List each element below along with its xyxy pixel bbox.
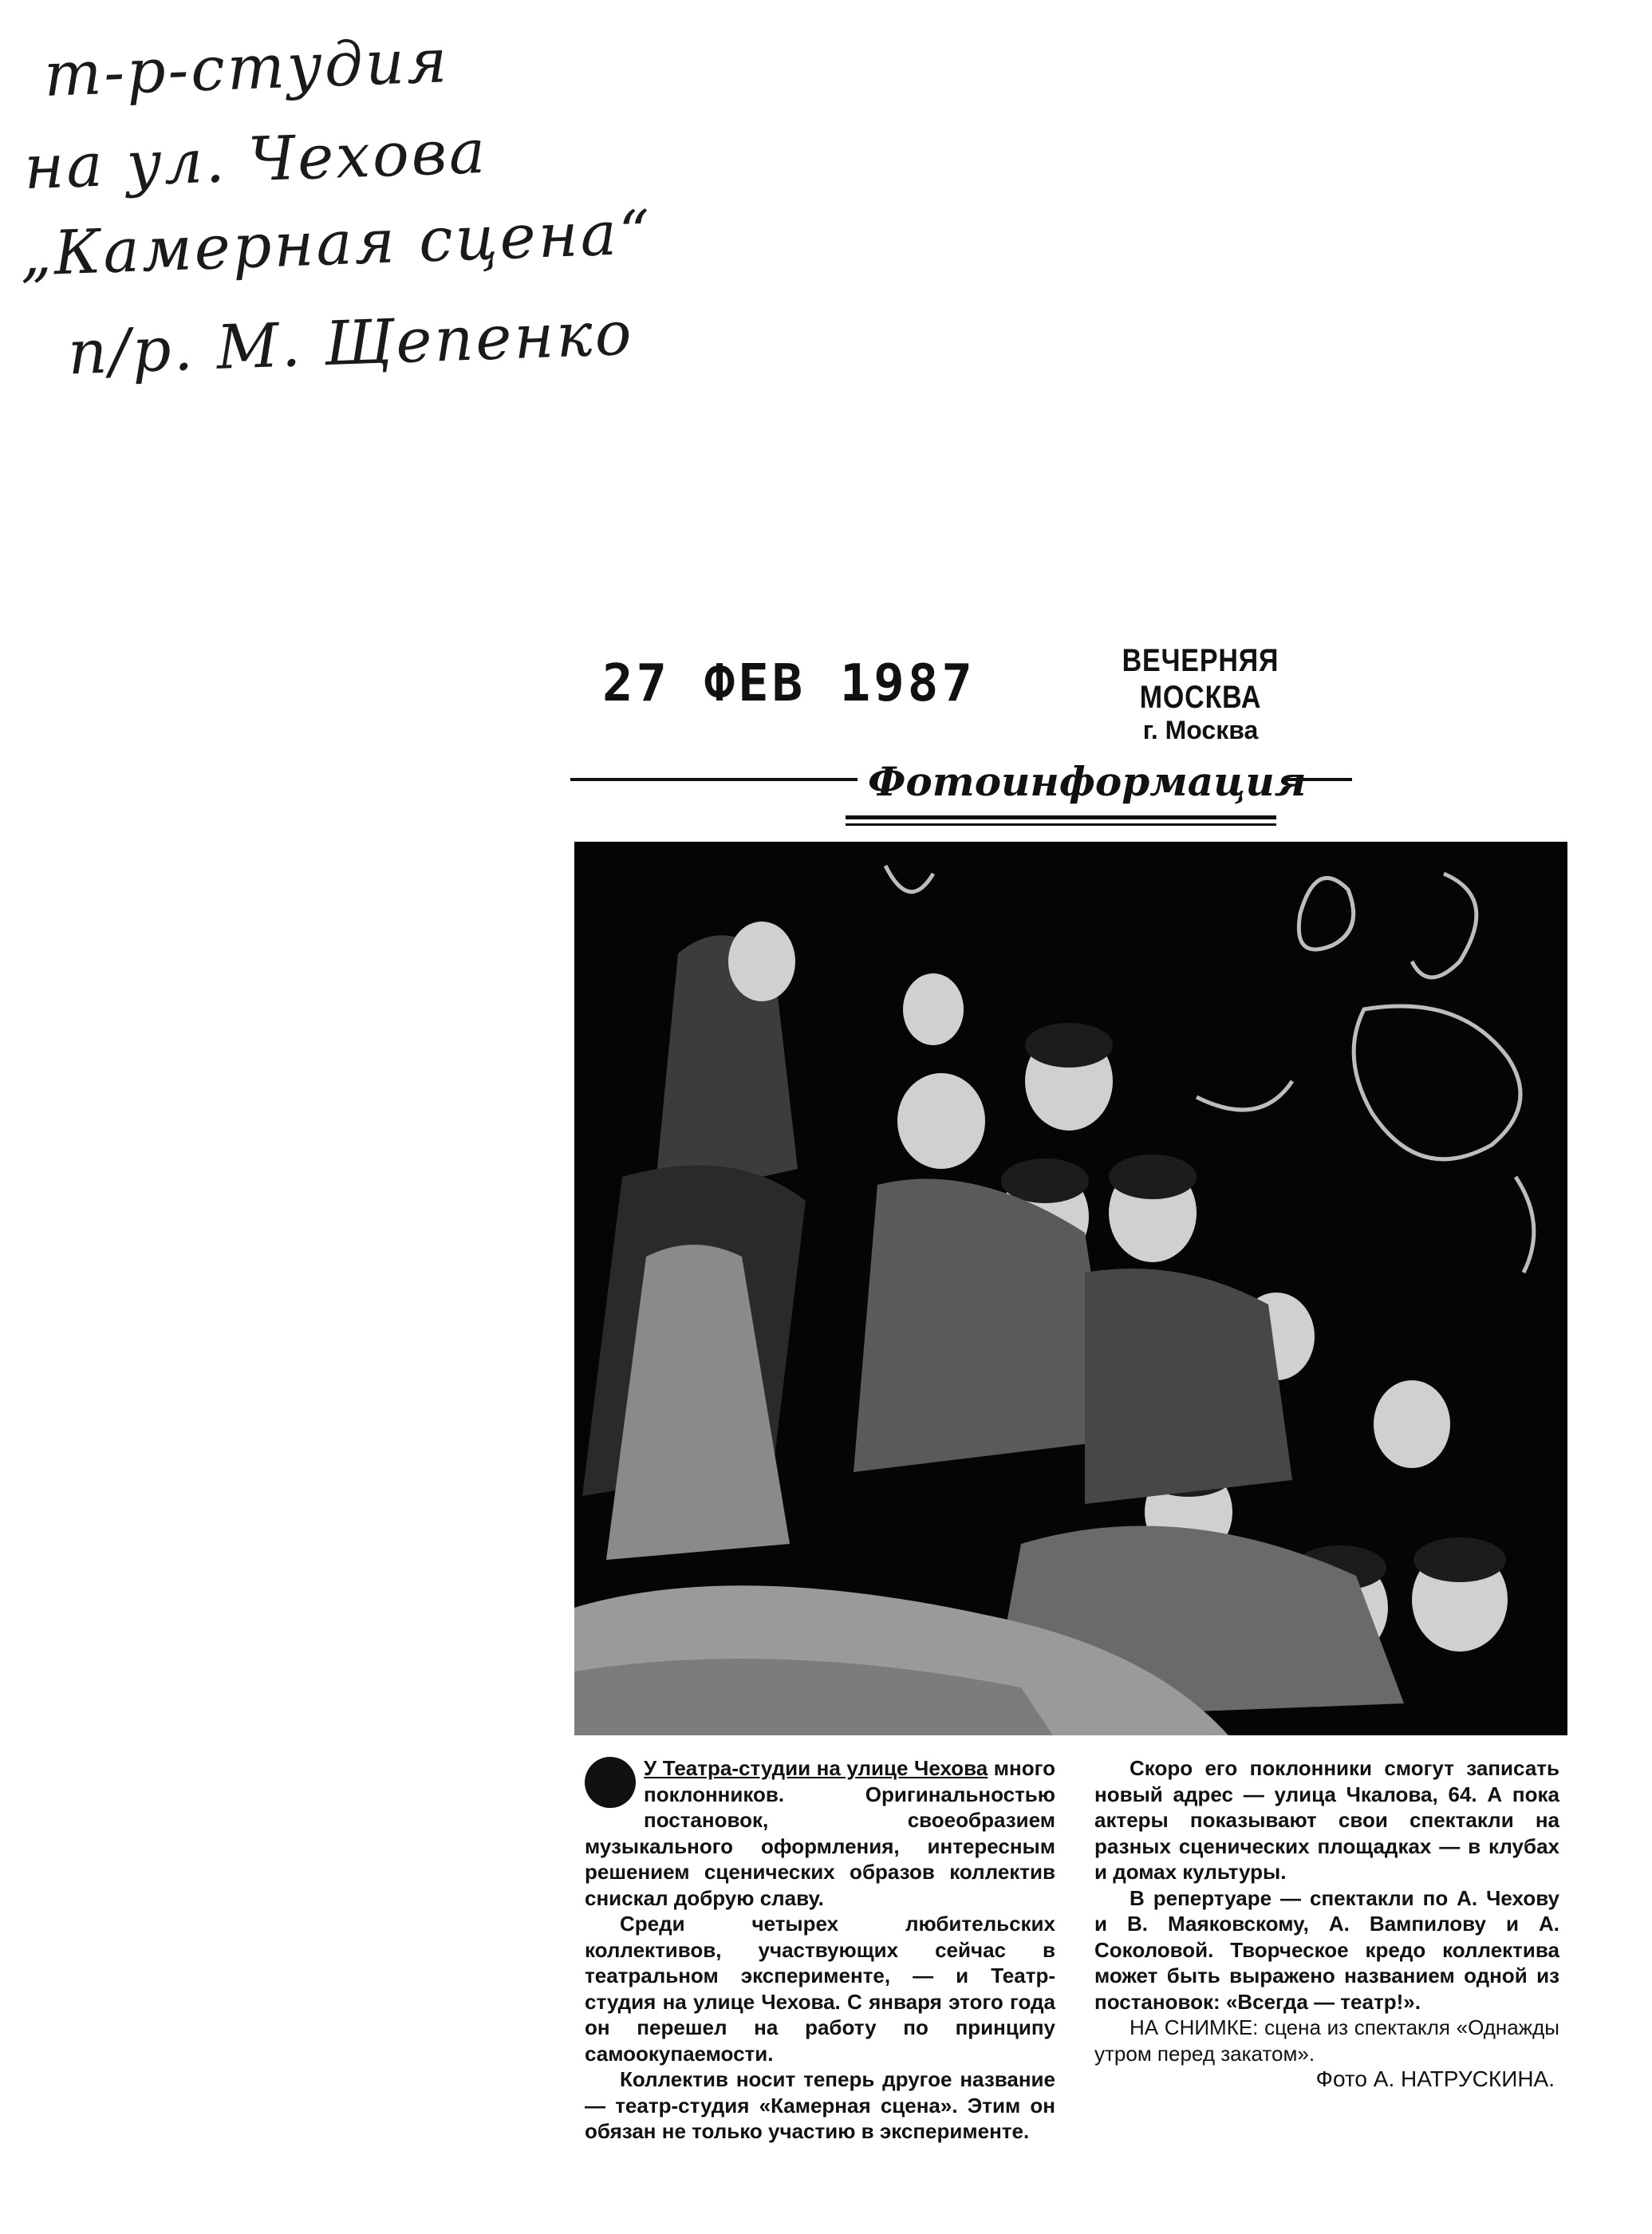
photo-caption: НА СНИМКЕ: сцена из спектакля «Однажды утром перед закатом». [1094, 2015, 1559, 2066]
stage-photo-graphic [574, 842, 1567, 1735]
lead-text: много поклонников. Оригинальностью постановок, своеобразием музыкального оформления, интересным решением сценических образов коллектив снискал добрую славу. [585, 1756, 1055, 1910]
article-lead [585, 1755, 1055, 1911]
lead-underlined-text: У Театра-студии на улице Чехова [644, 1756, 988, 1780]
photo-credit: Фото А. НАТРУСКИНА. [1315, 2066, 1555, 2091]
handwritten-line-4: п/р. М. Щепенко [66, 297, 635, 389]
article-paragraph: Коллектив носит теперь другое название — театр-студия «Камерная сцена». Этим он обязан не только участию в эксперименте. [585, 2067, 1055, 2143]
article-paragraph: Среди четырех любительских коллективов, участвующих сейчас в театральном эксперименте, — и Театр-студия на улице Чехова. С января этого года он перешел на работу по принципу самоокупаемости. [585, 1912, 1055, 2066]
handwritten-line-2: на ул. Чехова [22, 115, 489, 203]
article-column-right [1094, 1755, 1559, 2093]
article-column-left [585, 1755, 1055, 2145]
newspaper-name: ВЕЧЕРНЯЯ МОСКВА [1122, 643, 1279, 715]
newspaper-stamp [1073, 642, 1328, 745]
article-paragraph: Скоро его поклонники смогут записать новый адрес — улица Чкалова, 64. А пока актеры показывают свои спектакли на разных сценических площадках — в клубах и домах культуры. [1094, 1756, 1559, 1884]
rubric-title: Фотоинформация [868, 758, 1307, 805]
rubric-underline-1 [846, 815, 1276, 819]
stage-photo [574, 842, 1567, 1735]
handwritten-line-1: т-р-студия [42, 25, 451, 110]
newspaper-city: г. Москва [1142, 716, 1259, 744]
bullet-dot-icon [585, 1757, 636, 1808]
handwritten-line-3: „Камерная сцена“ [18, 196, 654, 290]
rubric-rule-left [570, 778, 858, 781]
rubric-underline-2 [846, 823, 1276, 826]
article-paragraph: В репертуаре — спектакли по А. Чехову и В. Маяковскому, А. Вампилову и А. Соколовой. Творческое кредо коллектива может быть выражено названием одной из постановок: «Всегда — театр!». [1094, 1885, 1559, 2014]
date-stamp: 27 ФЕВ 1987 [602, 654, 976, 713]
